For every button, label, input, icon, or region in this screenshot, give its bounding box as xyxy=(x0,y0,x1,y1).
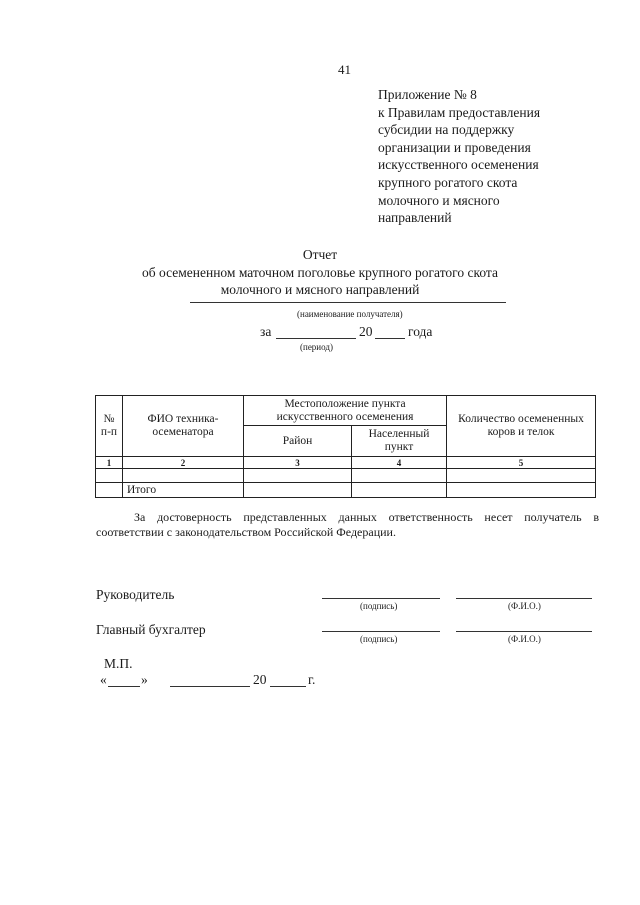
header-district: Район xyxy=(244,426,352,457)
date-quote-close: » xyxy=(141,672,148,687)
table-cell[interactable] xyxy=(244,483,352,498)
header-fio: ФИО техника-осеменатора xyxy=(123,396,244,457)
header-num: № п-п xyxy=(96,396,123,457)
column-number: 2 xyxy=(123,457,244,469)
table-cell[interactable] xyxy=(352,469,447,483)
page-number: 41 xyxy=(338,62,351,77)
column-number: 5 xyxy=(447,457,596,469)
column-number: 3 xyxy=(244,457,352,469)
recipient-caption: (наименование получателя) xyxy=(297,309,403,319)
report-title-line: Отчет xyxy=(302,247,338,262)
accountant-fio-line[interactable] xyxy=(456,631,592,632)
period-blank[interactable] xyxy=(276,338,356,339)
total-label: Итого xyxy=(123,483,244,498)
period-year-prefix: 20 xyxy=(359,324,373,339)
appendix-line: направлений xyxy=(378,210,452,226)
date-day-blank[interactable] xyxy=(108,686,140,687)
responsibility-statement: За достоверность представленных данных ответственность несет получатель в соответствии с законодательством Российской Федерации. xyxy=(96,510,599,539)
appendix-line: Приложение № 8 xyxy=(378,87,477,102)
date-year-blank[interactable] xyxy=(270,686,306,687)
report-title xyxy=(0,246,640,299)
appendix-line: молочного и мясного xyxy=(378,192,500,208)
accountant-signature-caption: (подпись) xyxy=(360,634,398,644)
date-year-prefix: 20 xyxy=(253,672,267,687)
recipient-name-line[interactable] xyxy=(190,302,506,303)
head-fio-caption: (Ф.И.О.) xyxy=(508,601,541,611)
table-cell[interactable] xyxy=(447,483,596,498)
period-prefix: за xyxy=(260,324,272,339)
head-fio-line[interactable] xyxy=(456,598,592,599)
total-row xyxy=(96,483,596,498)
column-number: 4 xyxy=(352,457,447,469)
appendix-header xyxy=(378,86,540,227)
header-count: Количество осемененных коров и телок xyxy=(447,396,596,457)
period-suffix: года xyxy=(408,324,433,339)
appendix-line: организации и проведения xyxy=(378,139,531,155)
report-table xyxy=(95,395,596,498)
accountant-signature-line[interactable] xyxy=(322,631,440,632)
table-row xyxy=(96,469,596,483)
accountant-label: Главный бухгалтер xyxy=(96,622,206,637)
seal-mp: М.П. xyxy=(104,656,133,671)
head-signature-caption: (подпись) xyxy=(360,601,398,611)
report-title-line: об осемененном маточном поголовье крупного рогатого скота xyxy=(142,264,498,280)
date-year-suffix: г. xyxy=(308,672,316,687)
table-cell[interactable] xyxy=(123,469,244,483)
period-year-blank[interactable] xyxy=(375,338,405,339)
head-signature-line[interactable] xyxy=(322,598,440,599)
date-month-blank[interactable] xyxy=(170,686,250,687)
appendix-line: искусственного осеменения xyxy=(378,157,539,173)
appendix-line: субсидии на поддержку xyxy=(378,122,515,138)
accountant-fio-caption: (Ф.И.О.) xyxy=(508,634,541,644)
report-title-line: молочного и мясного направлений xyxy=(220,282,420,297)
table-cell[interactable] xyxy=(352,483,447,498)
head-label: Руководитель xyxy=(96,587,175,602)
appendix-line: к Правилам предоставления xyxy=(378,104,541,120)
table-cell[interactable] xyxy=(96,469,123,483)
header-location: Местоположение пункта искусственного осеменения xyxy=(244,396,447,426)
period-caption: (период) xyxy=(300,342,333,352)
header-settlement: Населенный пункт xyxy=(352,426,447,457)
table-cell[interactable] xyxy=(447,469,596,483)
table-cell xyxy=(96,483,123,498)
column-number: 1 xyxy=(96,457,123,469)
date-quote-open: « xyxy=(100,672,107,687)
appendix-line: крупного рогатого скота xyxy=(378,174,518,190)
table-cell[interactable] xyxy=(244,469,352,483)
